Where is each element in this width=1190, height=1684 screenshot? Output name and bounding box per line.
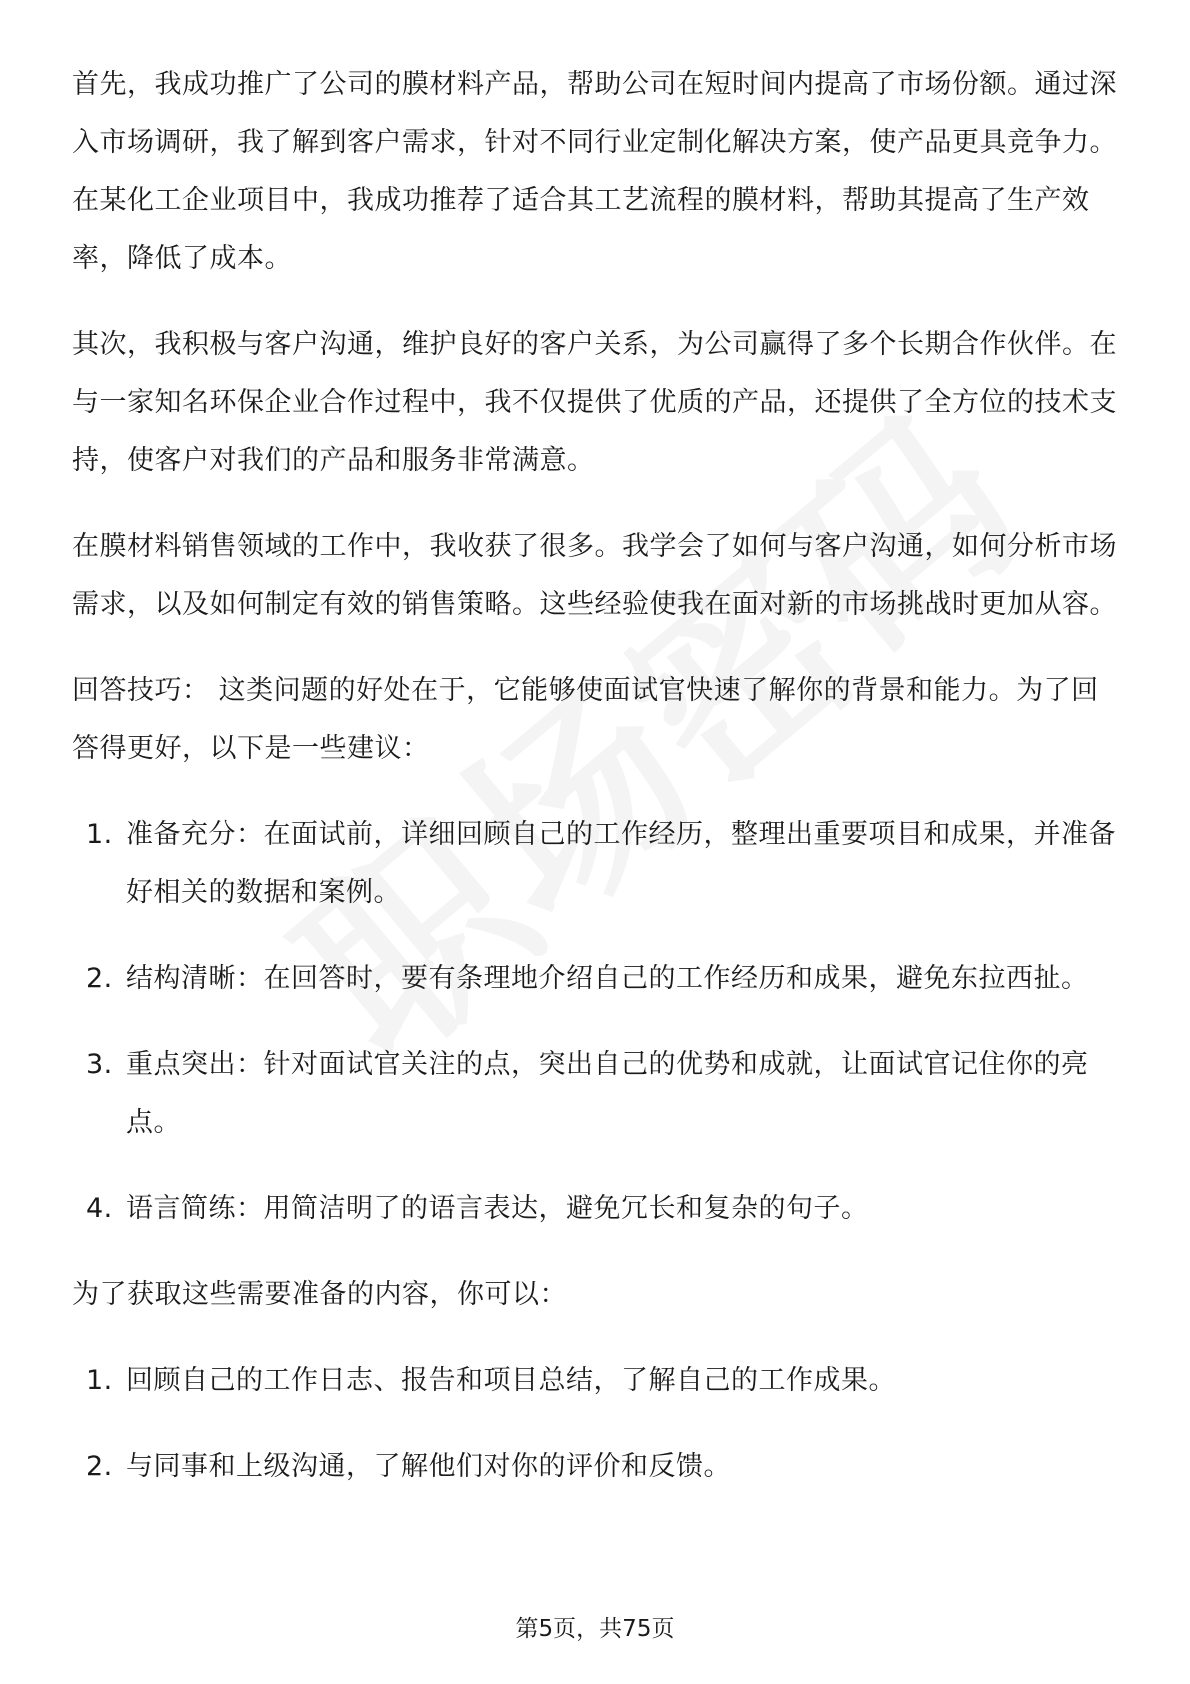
list-item-text: 与同事和上级沟通，了解他们对你的评价和反馈。 — [126, 1451, 731, 1482]
list-item — [72, 950, 1120, 1008]
list-item-number: 2. — [86, 963, 113, 994]
list-item-text: 重点突出：针对面试官关注的点，突出自己的优势和成就，让面试官记住你的亮点。 — [126, 1049, 1089, 1138]
paragraph-experience: 在膜材料销售领域的工作中，我收获了很多。我学会了如何与客户沟通，如何分析市场需求，以及如何制定有效的销售策略。这些经验使我在面对新的市场挑战时更加从容。 — [72, 531, 1117, 620]
page-number-footer: 第5页，共75页 — [515, 1616, 675, 1642]
list-item-number: 1. — [86, 819, 113, 850]
list-item-text: 结构清晰：在回答时，要有条理地介绍自己的工作经历和成果，避免东拉西扯。 — [126, 963, 1089, 994]
paragraph-prep-intro: 为了获取这些需要准备的内容，你可以： — [72, 1279, 567, 1310]
paragraph-answer-tips: 回答技巧： 这类问题的好处在于，它能够使面试官快速了解你的背景和能力。为了回答得更好，以下是一些建议： — [72, 675, 1099, 764]
list-item — [72, 806, 1120, 922]
tips-list — [72, 806, 1120, 1238]
paragraph-client-relations: 其次，我积极与客户沟通，维护良好的客户关系，为公司赢得了多个长期合作伙伴。在与一家知名环保企业合作过程中，我不仅提供了优质的产品，还提供了全方位的技术支持，使客户对我们的产品和服务非常满意。 — [72, 329, 1117, 476]
list-item-number: 4. — [86, 1193, 113, 1224]
list-item — [72, 1180, 1120, 1238]
paragraph-achievements: 首先，我成功推广了公司的膜材料产品，帮助公司在短时间内提高了市场份额。通过深入市场调研，我了解到客户需求，针对不同行业定制化解决方案，使产品更具竞争力。在某化工企业项目中，我成功推荐了适合其工艺流程的膜材料，帮助其提高了生产效率，降低了成本。 — [72, 69, 1117, 274]
list-item-text: 准备充分：在面试前，详细回顾自己的工作经历，整理出重要项目和成果，并准备好相关的数据和案例。 — [126, 819, 1116, 908]
list-item — [72, 1352, 1120, 1410]
list-item-number: 3. — [86, 1049, 113, 1080]
list-item-text: 语言简练：用简洁明了的语言表达，避免冗长和复杂的句子。 — [126, 1193, 869, 1224]
document-body — [72, 56, 1120, 1524]
list-item — [72, 1036, 1120, 1152]
list-item-number: 1. — [86, 1365, 113, 1396]
list-item-text: 回顾自己的工作日志、报告和项目总结，了解自己的工作成果。 — [126, 1365, 896, 1396]
list-item — [72, 1438, 1120, 1496]
list-item-number: 2. — [86, 1451, 113, 1482]
prep-list — [72, 1352, 1120, 1496]
